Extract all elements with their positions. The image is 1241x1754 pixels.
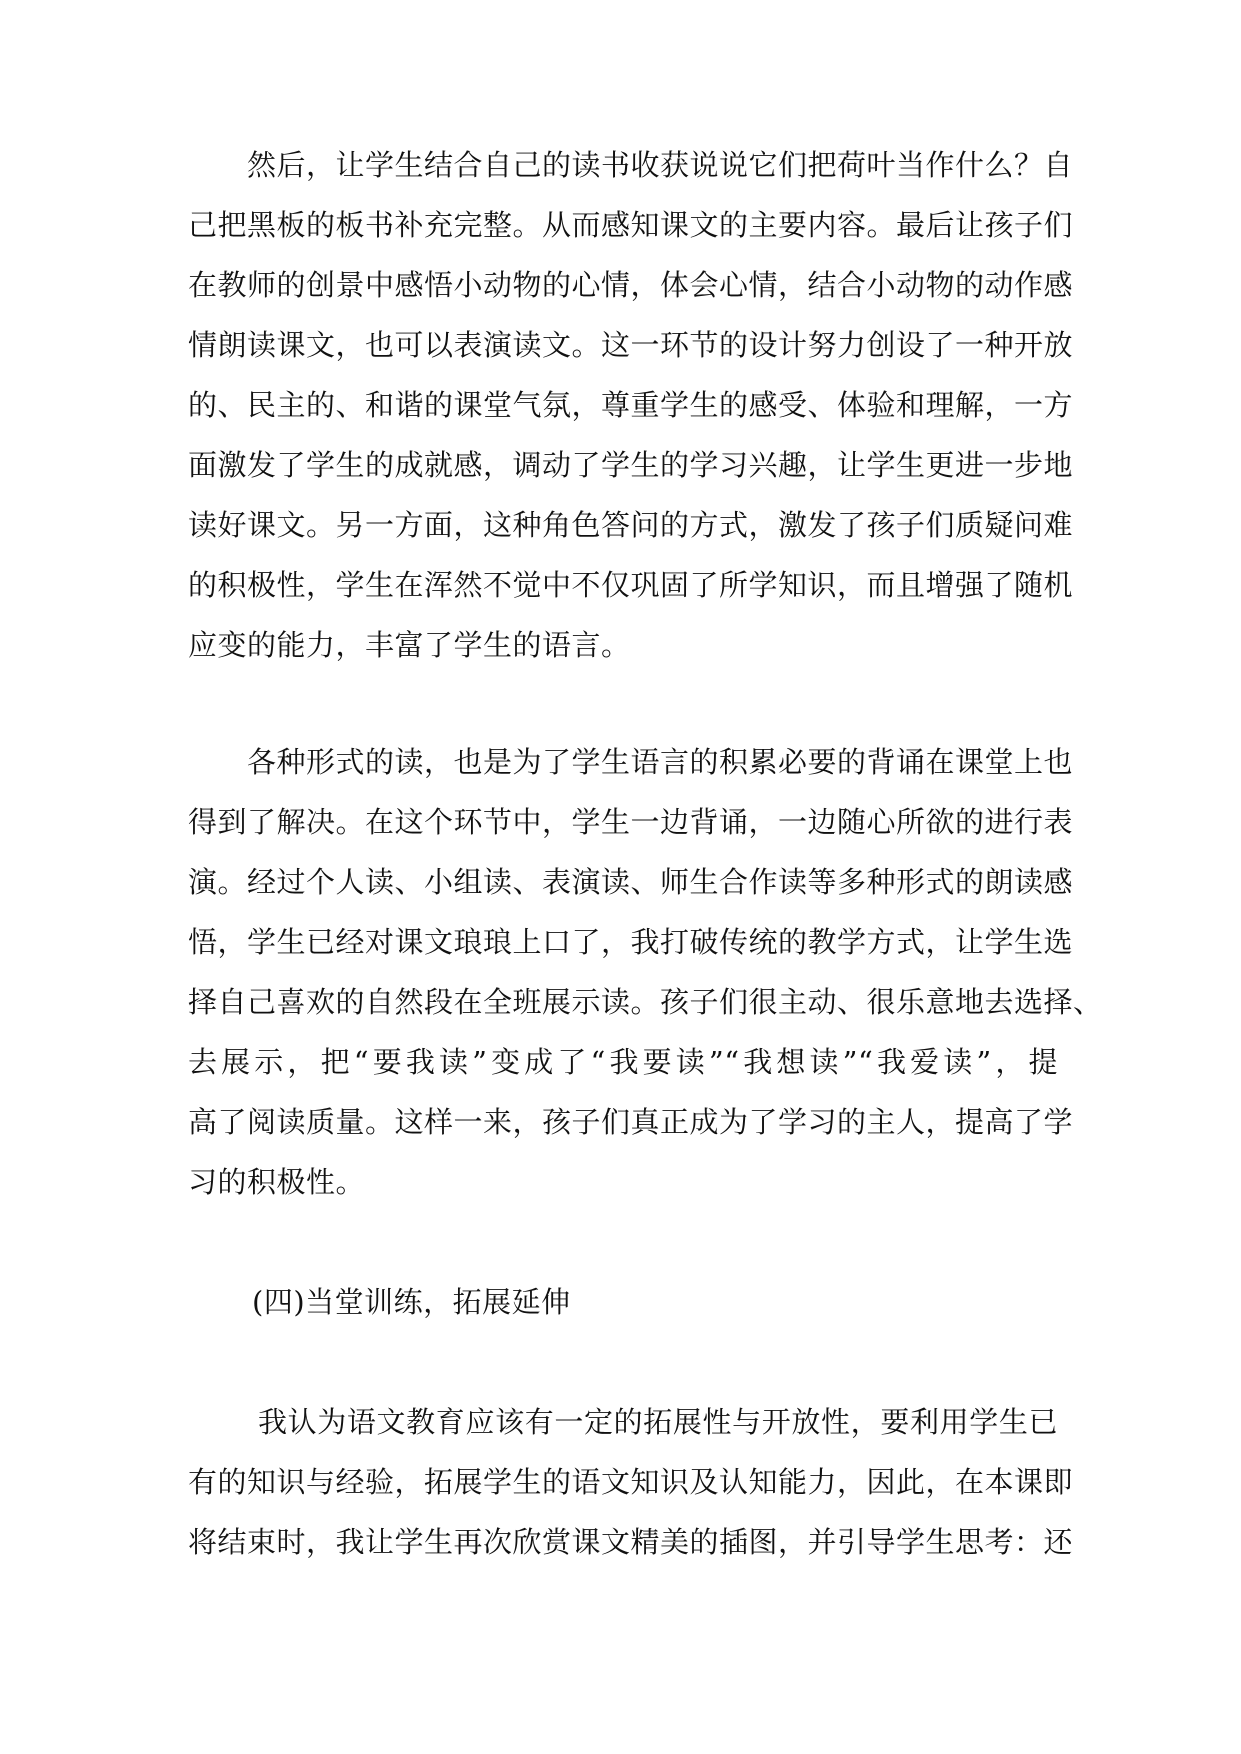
paragraph-1-line-9: 应变的能力，丰富了学生的语言。 <box>188 628 631 662</box>
paragraph-2-line-7: 高了阅读质量。这样一来，孩子们真正成为了学习的主人，提高了学 <box>188 1105 1074 1139</box>
paragraph-3-line-1: 我认为语文教育应该有一定的拓展性与开放性，要利用学生已 <box>258 1405 1058 1439</box>
paragraph-2-line-1: 各种形式的读，也是为了学生语言的积累必要的背诵在课堂上也 <box>247 745 1074 779</box>
paragraph-3-line-3: 将结束时，我让学生再次欣赏课文精美的插图，并引导学生思考：还 <box>188 1525 1074 1559</box>
paragraph-1-line-8: 的积极性，学生在浑然不觉中不仅巩固了所学知识，而且增强了随机 <box>188 568 1074 602</box>
paragraph-2-line-3: 演。经过个人读、小组读、表演读、师生合作读等多种形式的朗读感 <box>188 865 1074 899</box>
paragraph-1-line-6: 面激发了学生的成就感，调动了学生的学习兴趣，让学生更进一步地 <box>188 448 1074 482</box>
paragraph-1-line-1: 然后，让学生结合自己的读书收获说说它们把荷叶当作什么？自 <box>247 148 1074 182</box>
paragraph-2-line-4: 悟，学生已经对课文琅琅上口了，我打破传统的教学方式，让学生选 <box>188 925 1074 959</box>
paragraph-1-line-5: 的、民主的、和谐的课堂气氛，尊重学生的感受、体验和理解，一方 <box>188 388 1074 422</box>
paragraph-2-line-5: 择自己喜欢的自然段在全班展示读。孩子们很主动、很乐意地去选择、 <box>188 985 1103 1019</box>
paragraph-2-line-2: 得到了解决。在这个环节中，学生一边背诵，一边随心所欲的进行表 <box>188 805 1074 839</box>
paragraph-3-line-2: 有的知识与经验，拓展学生的语文知识及认知能力，因此，在本课即 <box>188 1465 1074 1499</box>
paragraph-1-line-7: 读好课文。另一方面，这种角色答问的方式，激发了孩子们质疑问难 <box>188 508 1074 542</box>
paragraph-1-line-4: 情朗读课文，也可以表演读文。这一环节的设计努力创设了一种开放 <box>188 328 1074 362</box>
paragraph-2-line-6: 去展示，把“要我读”变成了“我要读”“我想读”“我爱读”，提 <box>188 1045 1058 1079</box>
paragraph-1-line-2: 己把黑板的板书补充完整。从而感知课文的主要内容。最后让孩子们 <box>188 208 1074 242</box>
section-heading: (四)当堂训练，拓展延伸 <box>252 1285 571 1319</box>
paragraph-1-line-3: 在教师的创景中感悟小动物的心情，体会心情，结合小动物的动作感 <box>188 268 1074 302</box>
paragraph-2-line-8: 习的积极性。 <box>188 1165 366 1199</box>
